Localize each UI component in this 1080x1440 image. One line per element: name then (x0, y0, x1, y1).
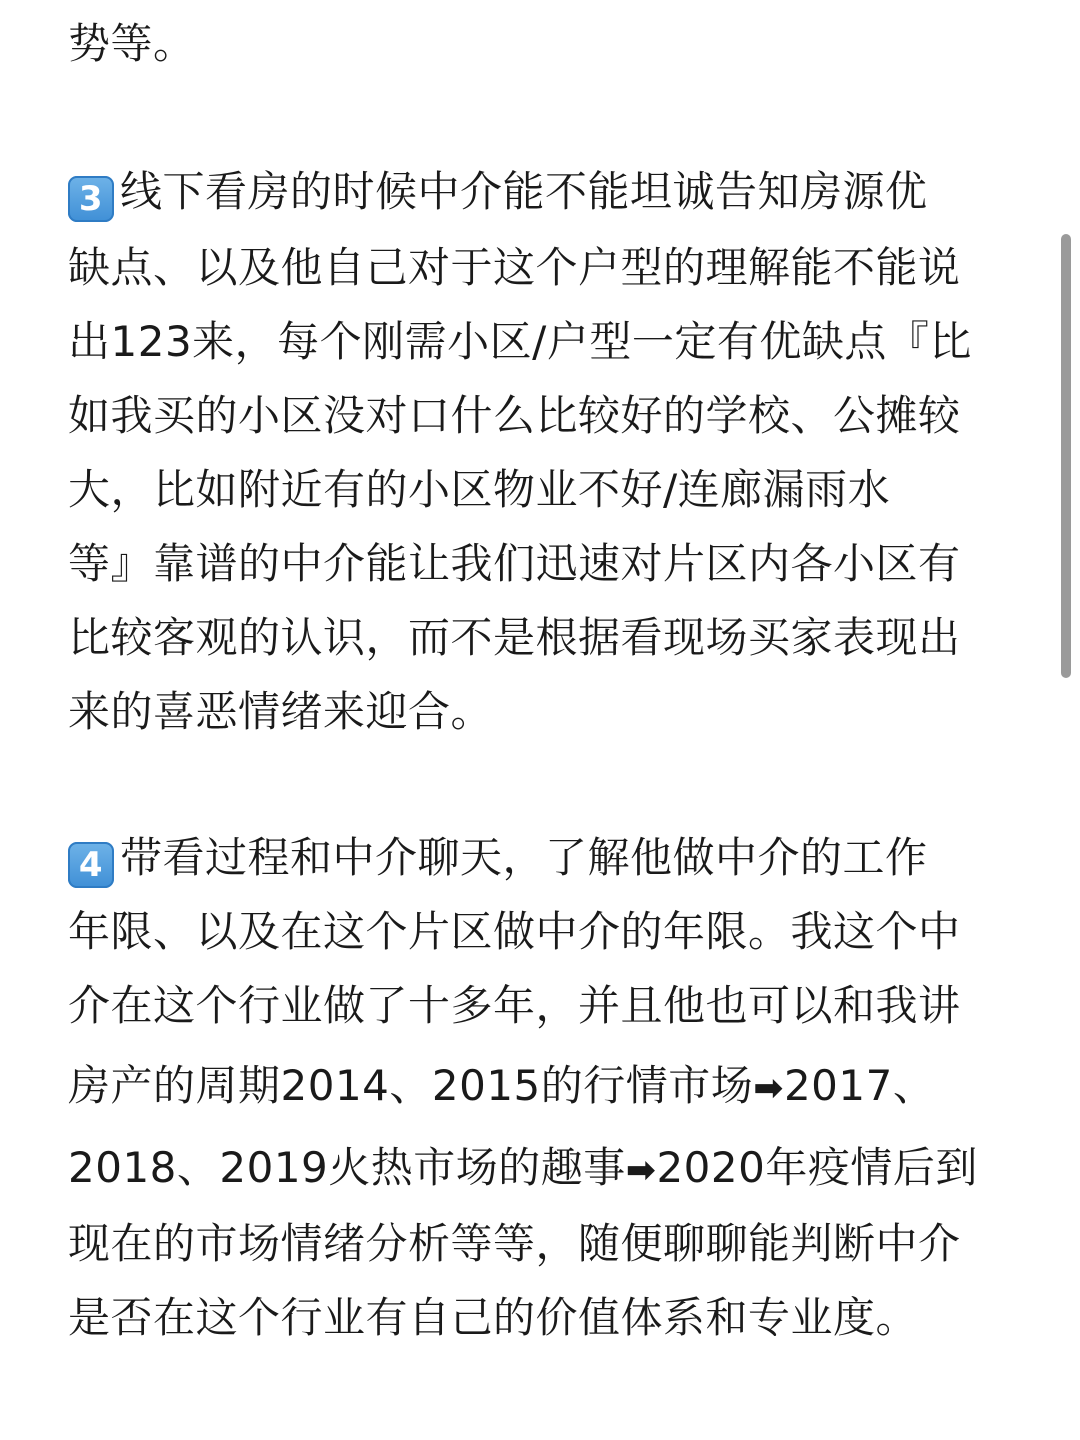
text: 房产的周期2014、2015的行情市场 (68, 1061, 754, 1110)
text-line (68, 1290, 918, 1346)
text: 来的喜恶情绪来迎合。 (68, 687, 494, 736)
text: 2017、 (783, 1061, 936, 1110)
right-arrow-icon: ➡ (753, 1068, 784, 1109)
text: 带看过程和中介聊天，了解他做中介的工作 (120, 833, 928, 882)
text-line (68, 1058, 935, 1114)
text: 等』靠谱的中介能让我们迅速对片区内各小区有 (68, 539, 961, 588)
text: 2018、2019火热市场的趣事 (68, 1143, 626, 1192)
text-line (68, 978, 961, 1034)
text: 2020年疫情后到 (656, 1143, 978, 1192)
text-line (68, 388, 961, 444)
text: 出123来，每个刚需小区/户型一定有优缺点『比 (68, 317, 972, 366)
paragraph-3-first-line (68, 164, 928, 220)
text: 比较客观的认识，而不是根据看现场买家表现出 (68, 613, 961, 662)
keycap-4-icon: 4 (68, 842, 114, 888)
text-line (68, 240, 961, 296)
text-line (68, 904, 961, 960)
text: 如我买的小区没对口什么比较好的学校、公摊较 (68, 391, 961, 440)
paragraph-4-first-line (68, 830, 928, 886)
scrollbar[interactable] (1061, 234, 1071, 678)
text-line (68, 610, 961, 666)
text: 线下看房的时候中介能不能坦诚告知房源优 (120, 167, 928, 216)
text: 缺点、以及他自己对于这个户型的理解能不能说 (68, 243, 961, 292)
keycap-3-icon: 3 (68, 176, 114, 222)
text-line (68, 314, 972, 370)
text: 是否在这个行业有自己的价值体系和专业度。 (68, 1293, 919, 1342)
text: 势等。 (68, 19, 196, 68)
text-line (68, 536, 961, 592)
text: 现在的市场情绪分析等等，随便聊聊能判断中介 (68, 1219, 961, 1268)
text: 大，比如附近有的小区物业不好/连廊漏雨水 (68, 465, 891, 514)
text: 介在这个行业做了十多年，并且他也可以和我讲 (68, 981, 961, 1030)
text: 年限、以及在这个片区做中介的年限。我这个中 (68, 907, 961, 956)
text-line (68, 684, 493, 740)
text-line (68, 1140, 978, 1196)
text-line (68, 1216, 961, 1272)
text-line (68, 462, 890, 518)
right-arrow-icon: ➡ (625, 1150, 657, 1191)
text-line (68, 16, 196, 72)
